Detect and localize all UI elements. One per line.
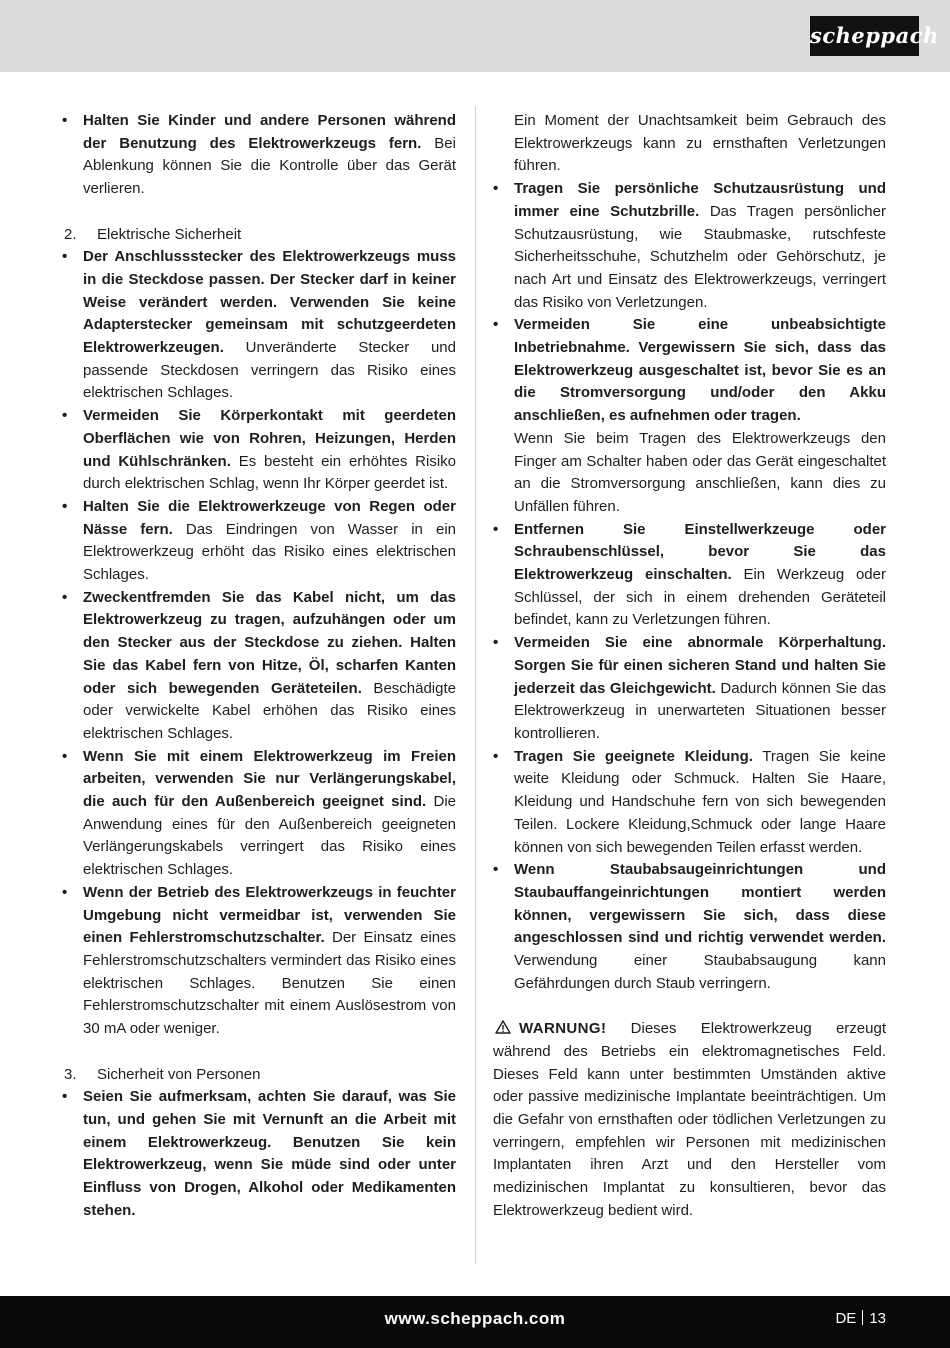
safety-item [62,110,456,201]
safety-item-bold: Halten Sie die Elektrowerkzeuge von Regen oder Nässe fern. [83,497,456,538]
safety-item [62,496,456,587]
section-title: Elektrische Sicherheit [97,225,242,243]
safety-item-text: Unveränderte Stecker und passende Steckdosen verringern das Risiko eines elektrischen Schlages. [83,339,456,402]
safety-item-bold: Seien Sie aufmerksam, achten Sie darauf, was Sie tun, und gehen Sie mit Vernunft an die Arbeit mit einem Elektrowerkzeug. Benutzen Sie kein Elektrowerkzeug, wenn Sie müde sind oder unter Einfluss von Drogen, Alkohol oder Medikamenten stehen. [83,1088,456,1219]
bullet-icon: • [493,747,499,765]
bullet-icon: • [62,747,68,765]
safety-item-bold: Wenn der Betrieb des Elektrowerkzeugs in feuchter Umgebung nicht vermeidbar ist, verwenden Sie einen Fehlerstromschutzschalter. [83,883,456,947]
bullet-icon: • [62,497,68,515]
safety-item-text: Die Anwendung eines für den Außenbereich geeigneten Verlängerungskabels verringert das Risiko eines elektrischen Schlages. [83,793,456,879]
safety-item-text: Das Eindringen von Wasser in ein Elektrowerkzeug erhöht das Risiko eines elektrischen Schlages. [83,520,456,584]
safety-item-text: Es besteht ein erhöhtes Risiko durch elektrischen Schlag, wenn Ihr Körper geerdet ist. [83,452,456,493]
section-number: 2. [64,225,77,243]
bullet-icon: • [62,1088,68,1106]
bullet-icon: • [62,883,68,901]
safety-item [62,882,456,1041]
safety-item-bold: Entfernen Sie Einstellwerkzeuge oder Schraubenschlüssel, bevor Sie das Elektrowerkzeug einschalten. [514,520,886,584]
warning-triangle-icon [495,1020,511,1034]
safety-item-text: Dadurch können Sie das Elektrowerkzeug in unerwarteten Situationen besser kontrollieren. [514,679,886,742]
spacer [62,1041,456,1064]
warning-text: Dieses Elektrowerkzeug erzeugt während des Betriebs ein elektromagnetisches Feld. Dieses Feld kann unter bestimmten Umständen aktive oder passive medizinische Implantate beeinträchtigen. Um die Gefahr von ernsthaften oder tödlichen Verletzungen zu verringern, empfehlen wir Personen mit medizinischen Implantaten ihren Arzt und den Hersteller vom medizinischen Implantat zu konsultieren, bevor das Elektrowerkzeug bedient wird. [493,1020,886,1219]
safety-item-bold: Zweckentfremden Sie das Kabel nicht, um das Elektrowerkzeug zu tragen, aufzuhängen oder um den Stecker aus der Steckdose zu ziehen. Halten Sie das Kabel fern von Hitze, Öl, scharfen Kanten oder sich bewegenden Geräteteilen. [83,588,456,697]
section-title: Sicherheit von Personen [97,1065,261,1083]
safety-item [493,632,886,746]
safety-item [62,405,456,496]
safety-item-text: Wenn Sie beim Tragen des Elektrowerkzeugs den Finger am Schalter haben oder das Gerät eingeschaltet an die Stromversorgung anschließen, kann dies zu Unfällen führen. [514,429,886,515]
bullet-icon: • [62,588,68,606]
right-column [493,110,886,1222]
safety-item [493,519,886,633]
safety-item-bold: Tragen Sie persönliche Schutzausrüstung und immer eine Schutzbrille. [514,180,886,220]
safety-item [493,859,886,995]
warning-paragraph [493,1018,886,1222]
bullet-icon: • [493,861,499,879]
safety-item [62,1086,456,1222]
safety-item-text: Bei Ablenkung können Sie die Kontrolle über das Gerät verlieren. [83,134,456,198]
bullet-icon: • [62,112,68,129]
bullet-icon: • [493,180,499,198]
safety-item-bold: Der Anschlussstecker des Elektrowerkzeugs muss in die Steckdose passen. Der Stecker darf in keiner Weise verändert werden. Verwenden Sie keine Adapterstecker gemeinsam mit schutzgeerdeten Elektrowerkzeugen. [83,248,456,357]
safety-item-bold: Tragen Sie geeignete Kleidung. [514,747,753,765]
safety-item [493,314,886,428]
safety-item [62,246,456,405]
section-number: 3. [64,1065,77,1083]
spacer [493,995,886,1018]
language-code: DE [835,1310,857,1327]
footer-bar [0,1296,950,1348]
safety-item-text: Verwendung einer Staubabsaugung kann Gefährdungen durch Staub verringern. [514,952,886,992]
bullet-icon: • [62,248,68,266]
safety-item-bold: Halten Sie Kinder und andere Personen während der Benutzung des Elektrowerkzeugs fern. [83,112,456,152]
safety-item [493,746,886,860]
footer-url[interactable]: www.scheppach.com [384,1309,566,1328]
safety-item-text: Tragen Sie keine weite Kleidung oder Schmuck. Halten Sie Haare, Kleidung und Handschuhe fern von sich bewegenden Teilen. Lockere Kleidung,Schmuck oder lange Haare können von sich bewegenden Teilen erfasst werden. [514,747,886,856]
safety-item-bold: Vermeiden Sie eine unbeabsichtigte Inbetriebnahme. Vergewissern Sie sich, dass das Elektrowerkzeug ausgeschaltet ist, bevor Sie es an die Stromversorgung und/oder den Akku anschließen, es aufnehmen oder tragen. [514,316,886,425]
safety-item-bold: Vermeiden Sie eine abnormale Körperhaltung. Sorgen Sie für einen sicheren Stand und halten Sie jederzeit das Gleichgewicht. [514,634,886,697]
bullet-icon: • [62,407,68,425]
safety-item [62,746,456,882]
safety-item-text: Der Einsatz eines Fehlerstromschutzschalters vermindert das Risiko eines elektrischen Schlages. Benutzen Sie einen Fehlerstromschutzschalter mit einem Auslösestrom von 30 mA oder weniger. [83,929,456,1038]
section-heading-personal [62,1064,456,1087]
bullet-icon: • [493,520,499,538]
section-heading-electrical [62,224,456,247]
safety-item-bold: Wenn Sie mit einem Elektrowerkzeug im Freien arbeiten, verwenden Sie nur Verlängerungskabel, die auch für den Außenbereich geeignet sind. [83,747,456,811]
page-number: 13 [869,1310,886,1327]
safety-item-bold: Vermeiden Sie Körperkontakt mit geerdeten Oberflächen wie von Rohren, Heizungen, Herden und Kühlschränken. [83,407,456,470]
scheppach-logo: scheppach [810,16,919,56]
bullet-icon: • [493,316,499,334]
column-divider [475,106,476,1264]
continued-text: Ein Moment der Unachtsamkeit beim Gebrauch des Elektrowerkzeugs kann zu ernsthaften Verletzungen führen. [514,112,886,175]
warning-label: WARNUNG! [519,1020,607,1038]
page-label [835,1310,886,1327]
separator [862,1310,863,1325]
safety-item-text: Ein Werkzeug oder Schlüssel, der sich in einem drehenden Geräteteil befindet, kann zu Verletzungen führen. [514,566,886,629]
safety-item-bold: Wenn Staubabsaugeinrichtungen und Staubauffangeinrichtungen montiert werden können, vergewissern Sie sich, dass diese angeschlossen sind und richtig verwendet werden. [514,861,886,947]
safety-item-text: Das Tragen persönlicher Schutzausrüstung, wie Staubmaske, rutschfeste Sicherheitsschuhe, Schutzhelm oder Gehörschutz, je nach Art und Einsatz des Elektrowerkzeugs, verringert das Risiko von Verletzungen. [514,202,886,311]
safety-item [62,587,456,746]
header-bar [0,0,950,72]
safety-item [493,178,886,314]
bullet-icon: • [493,634,499,652]
left-column [62,110,456,1222]
spacer [62,201,456,224]
safety-item-text: Beschädigte oder verwickelte Kabel erhöhen das Risiko eines elektrischen Schlages. [83,679,456,742]
